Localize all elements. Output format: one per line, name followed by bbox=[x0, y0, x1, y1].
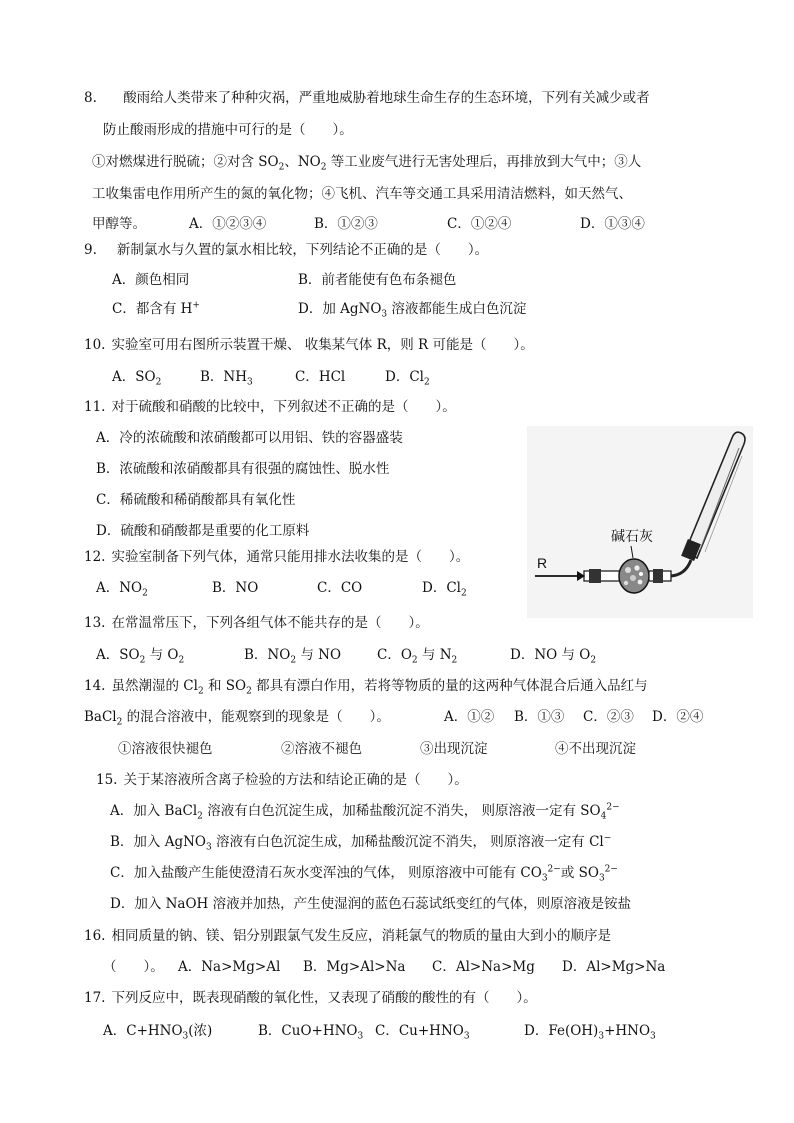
option-d: D．$Fe(OH)_3+HNO_3$ bbox=[524, 1023, 656, 1042]
option-c: C．$Cu+HNO_3$ bbox=[375, 1023, 470, 1042]
option-a: A．Na>Mg>Al bbox=[178, 959, 281, 975]
option-d: D．$Cl_2$ bbox=[422, 580, 467, 599]
option-c: C．Al>Na>Mg bbox=[432, 959, 535, 975]
question-number: 13. bbox=[84, 615, 106, 631]
option-a: A．$NO_2$ bbox=[96, 580, 148, 599]
q17-stem-line: 17. 下列反应中，既表现硝酸的氧化性，又表现了硝酸的酸性的有（ ）。 bbox=[84, 990, 537, 1006]
option-a: A．①②③④ bbox=[189, 216, 267, 232]
option-c: C．CO bbox=[317, 580, 363, 596]
option-a: A．①② bbox=[444, 709, 495, 725]
option-d: D．①③④ bbox=[580, 216, 645, 232]
option-d: D．加 AgNO$_3$ 溶液都能生成白色沉淀 bbox=[298, 301, 527, 320]
question-number: 11. bbox=[84, 399, 106, 415]
q8-statement-line2: 工收集雷电作用所产生的氮的氧化物；④飞机、汽车等交通工具采用清洁燃料，如天然气、 bbox=[92, 186, 632, 202]
option-c: C．加入盐酸产生能使澄清石灰水变浑浊的气体， 则原溶液中可能有 $CO_3^{2-}$或 $SO_3^{2-}$ bbox=[110, 864, 618, 884]
option-b: B．NO bbox=[212, 580, 259, 596]
option-a: A．颜色相同 bbox=[112, 272, 190, 288]
option-b: B．浓硫酸和浓硝酸都具有很强的腐蚀性、脱水性 bbox=[96, 461, 390, 477]
question-number: 9. bbox=[84, 242, 97, 258]
option-b: B．加入 AgNO$_3$ 溶液有白色沉淀生成，加稀盐酸沉淀不消失， 则原溶液一定有 Cl− bbox=[110, 833, 612, 853]
option-c: C．$O_2$ 与 $N_2$ bbox=[377, 647, 458, 666]
option-a: A．冷的浓硫酸和浓硝酸都可以用铝、铁的容器盛装 bbox=[96, 430, 403, 446]
q16-blank: （ ）。 bbox=[103, 959, 164, 975]
q15-stem-line: 15. 关于某溶液所含离子检验的方法和结论正确的是（ ）。 bbox=[96, 772, 468, 788]
option-b: B．①②③ bbox=[314, 216, 378, 232]
question-number: 12. bbox=[84, 549, 106, 565]
option-a: A．$SO_2$ bbox=[112, 369, 162, 388]
question-number: 8. bbox=[84, 90, 97, 106]
q8-line1 bbox=[84, 89, 650, 107]
q11-stem-line: 11. 对于硫酸和硝酸的比较中，下列叙述不正确的是（ ）。 bbox=[84, 399, 456, 415]
q8-line2: 防止酸雨形成的措施中可行的是（ ）。 bbox=[103, 122, 353, 138]
option-d: D．$Cl_2$ bbox=[385, 369, 430, 388]
option-d: D．NO 与 $O_2$ bbox=[510, 647, 597, 666]
phenomenon-1: ①溶液很快褪色 bbox=[118, 741, 213, 757]
q16-stem-line: 16. 相同质量的钠、镁、铝分别跟氯气发生反应，消耗氯气的物质的量由大到小的顺序是 bbox=[84, 928, 611, 944]
option-d: D．加入 NaOH 溶液并加热，产生使湿润的蓝色石蕊试纸变红的气体，则原溶液是铵盐 bbox=[110, 896, 632, 912]
option-d: D．Al>Mg>Na bbox=[562, 959, 666, 975]
option-b: B．$NO_2$ 与 NO bbox=[244, 647, 342, 666]
option-b: B．Mg>Al>Na bbox=[303, 959, 406, 975]
q8-statement-line3: 甲醇等。 A．①②③④ B．①②③ C．①②④ D．①③④ bbox=[92, 216, 645, 232]
option-b: B．①③ bbox=[514, 709, 565, 725]
option-b: B．$NH_3$ bbox=[200, 369, 253, 388]
option-b: B．$CuO+HNO_3$ bbox=[258, 1023, 364, 1042]
option-d: D．②④ bbox=[652, 709, 704, 725]
drying-tube-apparatus-figure bbox=[527, 426, 753, 618]
phenomenon-4: ④不出现沉淀 bbox=[555, 741, 636, 757]
q14-line2: BaCl$_2$ 的混合溶液中，能观察到的现象是（ ）。 bbox=[84, 709, 390, 728]
q10-stem-line: 10. 实验室可用右图所示装置干燥、 收集某气体 R，则 R 可能是（ ）。 bbox=[84, 337, 534, 353]
q8-statement-line1: ①对燃煤进行脱硫；②对含 $SO_2$、$NO_2$ 等工业废气进行无害处理后，再排放到大气中；③人 bbox=[92, 154, 642, 173]
q9-stem-line: 9. 新制氯水与久置的氯水相比较，下列结论不正确的是（ ）。 bbox=[84, 242, 489, 258]
phenomenon-2: ②溶液不褪色 bbox=[281, 741, 362, 757]
question-stem: 酸雨给人类带来了种种灾祸，严重地威胁着地球生命生存的生态环境，下列有关减少或者 bbox=[123, 90, 650, 106]
gas-r-label: R bbox=[537, 555, 548, 571]
option-c: C．稀硫酸和稀硝酸都具有氧化性 bbox=[96, 492, 296, 508]
q12-stem-line: 12. 实验室制备下列气体，通常只能用排水法收集的是（ ）。 bbox=[84, 549, 470, 565]
option-c: C．都含有 H+ bbox=[112, 300, 200, 317]
question-number: 15. bbox=[96, 772, 118, 788]
q13-stem-line: 13. 在常温常压下，下列各组气体不能共存的是（ ）。 bbox=[84, 615, 429, 631]
q14-line1: 14. 虽然潮湿的 $Cl_2$ 和 $SO_2$ 都具有漂白作用，若将等物质的量的这两种气体混合后通入品红与 bbox=[84, 678, 648, 697]
question-number: 16. bbox=[84, 928, 106, 944]
question-number: 17. bbox=[84, 990, 106, 1006]
option-c: C．①②④ bbox=[447, 216, 512, 232]
option-c: C．HCl bbox=[295, 369, 346, 385]
option-a: A．$SO_2$ 与 $O_2$ bbox=[96, 647, 185, 666]
option-a: A．加入 BaCl$_2$ 溶液有白色沉淀生成，加稀盐酸沉淀不消失， 则原溶液一定有 $SO_4^{2-}$ bbox=[110, 802, 620, 822]
option-d: D．硫酸和硝酸都是重要的化工原料 bbox=[96, 523, 310, 539]
phenomenon-3: ③出现沉淀 bbox=[420, 741, 488, 757]
question-number: 10. bbox=[84, 337, 106, 353]
option-a: A．$C+HNO_3$(浓) bbox=[103, 1023, 213, 1042]
option-b: B．前者能使有色布条褪色 bbox=[298, 272, 457, 288]
question-number: 14. bbox=[84, 678, 106, 694]
option-c: C．②③ bbox=[583, 709, 634, 725]
soda-lime-label: 碱石灰 bbox=[611, 529, 653, 545]
